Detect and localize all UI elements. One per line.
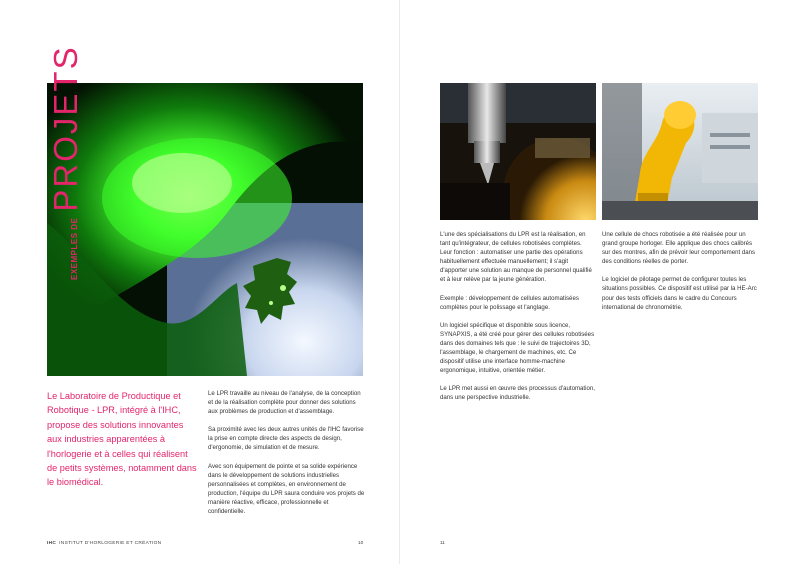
body-paragraph: Un logiciel spécifique et disponible sous licence, SYNAPXIS, a été créé pour gérer des cellules robotisées dans des domaines tels que : le suivi de trajectoires 3D, l'assemblage, le chargement de machines, etc. Ce dispositif utilise une interface homme-machine ergonomique, intuitive, orientée métier. [440,321,595,375]
body-paragraph: Exemple : développement de cellules automatisées complètes pour le polissage et l'anglage. [440,294,579,311]
hero-photo-green-lens [47,83,363,376]
section-title [49,45,82,280]
body-paragraph: Avec son équipement de pointe et sa solide expérience dans le développement de solutions industrielles personnalisées et complètes, en environnement de production, l'équipe du LPR saura conduire vos projets de manière réactive, efficace, professionnelle et confidentielle. [208,462,365,516]
footer-institute [47,541,161,546]
section-title-small: EXEMPLES DE [70,217,79,280]
photo-yellow-robot-arm [602,83,758,220]
left-body-column [208,389,366,525]
page-number-left: 10 [358,541,364,546]
body-paragraph: Sa proximité avec les deux autres unités de l'IHC favorise la prise en compte directe des aspects de design, d'ergonomie, de simulation et de mesure. [208,426,364,452]
footer-abbr: IHC [47,541,57,546]
photo-machining-spindle [440,83,596,220]
body-paragraph: Le LPR travaille au niveau de l'analyse, de la conception et de la réalisation complète pour donner des solutions aux problèmes de production et d'assemblage. [208,390,361,416]
right-body-column-2 [602,230,757,321]
footer-name: INSTITUT D'HORLOGERIE ET CRÉATION [59,541,162,546]
body-paragraph: Le logiciel de pilotage permet de configurer toutes les situations possibles. Ce dispositif est utilisé par la HE-Arc pour des tests officiels dans le cadre du Concours international de chronométrie. [602,276,757,311]
section-title-big: PROJETS [47,45,84,212]
intro-paragraph: Le Laboratoire de Productique et Robotique - LPR, intégré à l'IHC, propose des solutions innovantes aux industries apparentées à l'horlogerie et à celles qui réalisent de petits systèmes, notamment dans le biomédical. [47,391,197,488]
body-paragraph: Une cellule de chocs robotisée a été réalisée pour un grand groupe horloger. Elle applique des chocs calibrés sur des montres, afin de prévoir leur comportement dans des conditions réelles de porter. [602,231,756,266]
right-body-column-1 [440,230,595,412]
body-paragraph: L'une des spécialisations du LPR est la réalisation, en tant qu'intégrateur, de cellules robotisées complètes. Leur fonction : automatiser une partie des opérations habituellement effectuée manuellement; il s'agit d'apporter une solution au manque de personnel qualifié et à leur relève par la jeune génération. [440,231,592,284]
body-paragraph: Le LPR met aussi en œuvre des processus d'automation, dans une perspective industrielle. [440,385,595,402]
page-number-right: 11 [440,541,445,546]
